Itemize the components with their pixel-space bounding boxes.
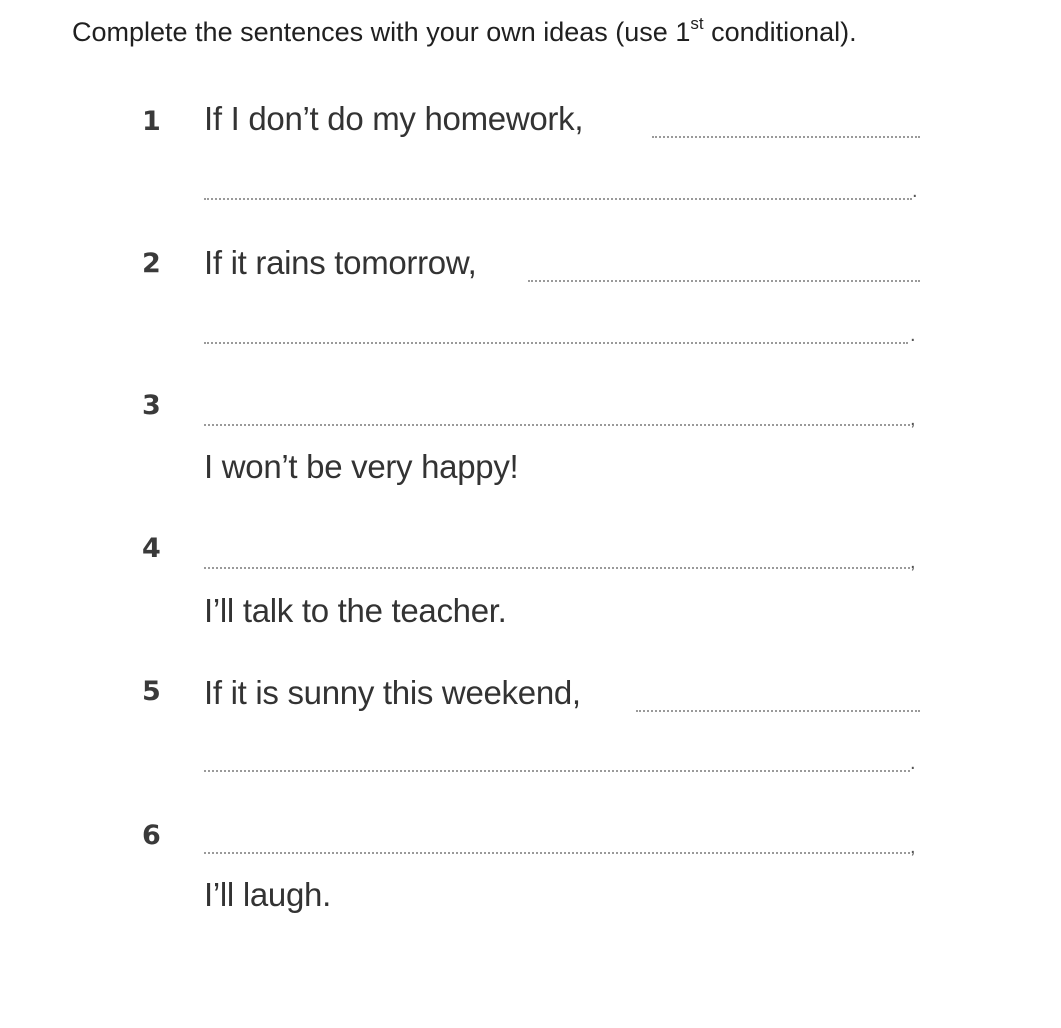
sentence-prompt: I’ll talk to the teacher. [204, 592, 507, 629]
answer-line[interactable] [204, 198, 912, 200]
answer-line[interactable] [204, 424, 910, 426]
sentence-prompt: If it is sunny this weekend, [204, 674, 581, 711]
answer-line[interactable] [204, 567, 910, 569]
end-punctuation: , [910, 408, 916, 430]
answer-line[interactable] [204, 770, 910, 772]
item-number: 6 [142, 820, 161, 851]
answer-line[interactable] [636, 710, 920, 712]
answer-line[interactable] [204, 342, 908, 344]
answer-line[interactable] [652, 136, 920, 138]
item-number: 5 [142, 676, 161, 707]
instruction-text-end: conditional). [703, 17, 857, 47]
end-punctuation: . [912, 180, 918, 202]
instruction-text: Complete the sentences with your own ideas (use 1 [72, 17, 691, 47]
sentence-prompt: I’ll laugh. [204, 876, 331, 913]
sentence-prompt: I won’t be very happy! [204, 448, 519, 485]
end-punctuation: . [910, 752, 916, 774]
end-punctuation: , [910, 551, 916, 573]
answer-line[interactable] [204, 852, 910, 854]
item-number: 4 [142, 533, 161, 564]
item-number: 1 [142, 106, 161, 137]
instruction-heading [72, 16, 857, 48]
instruction-superscript: st [690, 14, 704, 33]
sentence-prompt: If I don’t do my homework, [204, 100, 584, 137]
answer-line[interactable] [528, 280, 920, 282]
item-number: 3 [142, 390, 161, 421]
end-punctuation: , [910, 836, 916, 858]
end-punctuation: . [910, 324, 916, 346]
item-number: 2 [142, 248, 161, 279]
sentence-prompt: If it rains tomorrow, [204, 244, 477, 281]
